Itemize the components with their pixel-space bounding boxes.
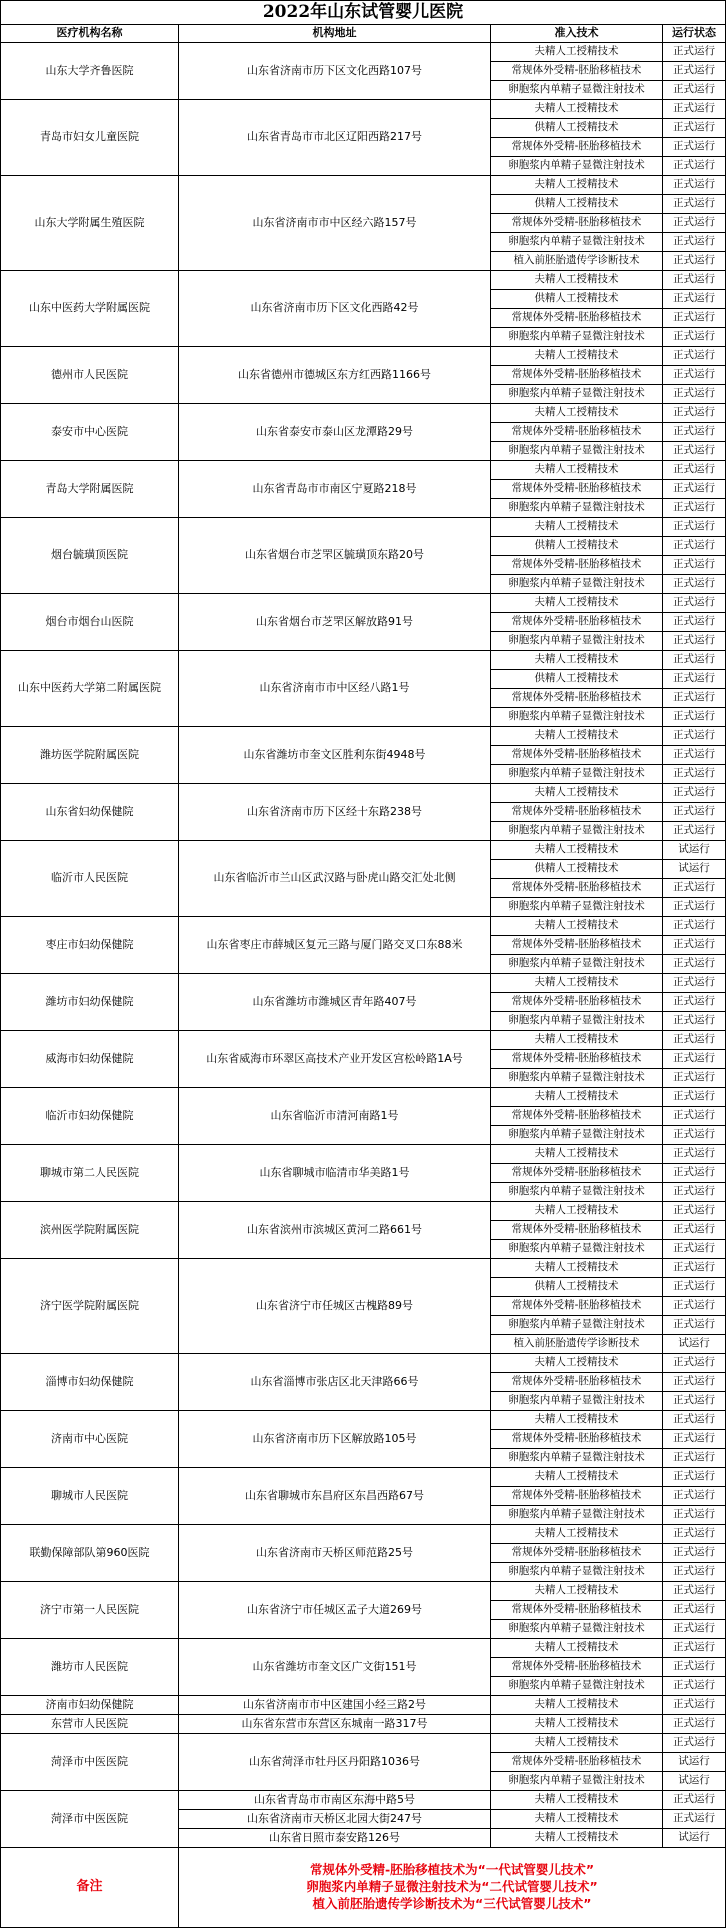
hospital-address: 山东省济宁市任城区孟子大道269号 — [179, 1582, 491, 1639]
hospital-name: 聊城市第二人民医院 — [1, 1145, 179, 1202]
status-cell: 正式运行 — [663, 746, 726, 765]
table-row — [1, 176, 726, 195]
hospital-name: 潍坊市妇幼保健院 — [1, 974, 179, 1031]
table-row — [1, 1411, 726, 1430]
tech-cell: 夫精人工授精技术 — [491, 518, 663, 537]
tech-cell: 卵胞浆内单精子显微注射技术 — [491, 499, 663, 518]
table-row — [1, 43, 726, 62]
tech-cell: 夫精人工授精技术 — [491, 1145, 663, 1164]
tech-cell: 夫精人工授精技术 — [491, 784, 663, 803]
tech-cell: 卵胞浆内单精子显微注射技术 — [491, 1126, 663, 1145]
hospital-name: 枣庄市妇幼保健院 — [1, 917, 179, 974]
status-cell: 正式运行 — [663, 879, 726, 898]
table-row — [1, 1031, 726, 1050]
tech-cell: 常规体外受精-胚胎移植技术 — [491, 1430, 663, 1449]
tech-cell: 常规体外受精-胚胎移植技术 — [491, 1164, 663, 1183]
table-row — [1, 1734, 726, 1753]
table-row — [1, 1202, 726, 1221]
tech-cell: 常规体外受精-胚胎移植技术 — [491, 879, 663, 898]
tech-cell: 夫精人工授精技术 — [491, 1715, 663, 1734]
status-cell: 正式运行 — [663, 993, 726, 1012]
status-cell: 正式运行 — [663, 518, 726, 537]
hospital-name: 威海市妇幼保健院 — [1, 1031, 179, 1088]
tech-cell: 卵胞浆内单精子显微注射技术 — [491, 81, 663, 100]
tech-cell: 卵胞浆内单精子显微注射技术 — [491, 1240, 663, 1259]
tech-cell: 常规体外受精-胚胎移植技术 — [491, 1544, 663, 1563]
status-cell: 正式运行 — [663, 347, 726, 366]
hospital-name: 济南市妇幼保健院 — [1, 1696, 179, 1715]
tech-cell: 夫精人工授精技术 — [491, 404, 663, 423]
status-cell: 正式运行 — [663, 233, 726, 252]
tech-cell: 供精人工授精技术 — [491, 670, 663, 689]
hospital-name: 烟台市烟台山医院 — [1, 594, 179, 651]
hospital-name: 山东大学齐鲁医院 — [1, 43, 179, 100]
status-cell: 正式运行 — [663, 632, 726, 651]
hospital-address: 山东省泰安市泰山区龙潭路29号 — [179, 404, 491, 461]
table-row — [1, 404, 726, 423]
tech-cell: 植入前胚胎遗传学诊断技术 — [491, 252, 663, 271]
tech-cell: 夫精人工授精技术 — [491, 1354, 663, 1373]
hospital-name: 山东中医药大学第二附属医院 — [1, 651, 179, 727]
hospital-address: 山东省济南市历下区文化西路42号 — [179, 271, 491, 347]
tech-cell: 卵胞浆内单精子显微注射技术 — [491, 1069, 663, 1088]
title-row — [1, 1, 726, 25]
status-cell: 正式运行 — [663, 1145, 726, 1164]
status-cell: 正式运行 — [663, 252, 726, 271]
tech-cell: 常规体外受精-胚胎移植技术 — [491, 1487, 663, 1506]
status-cell: 正式运行 — [663, 214, 726, 233]
status-cell: 正式运行 — [663, 803, 726, 822]
hospital-address: 山东省德州市德城区东方红西路1166号 — [179, 347, 491, 404]
status-cell: 正式运行 — [663, 1088, 726, 1107]
status-cell: 正式运行 — [663, 1563, 726, 1582]
tech-cell: 常规体外受精-胚胎移植技术 — [491, 993, 663, 1012]
tech-cell: 卵胞浆内单精子显微注射技术 — [491, 822, 663, 841]
hospital-name: 滨州医学院附属医院 — [1, 1202, 179, 1259]
status-cell: 正式运行 — [663, 898, 726, 917]
tech-cell: 常规体外受精-胚胎移植技术 — [491, 423, 663, 442]
table-row — [1, 727, 726, 746]
tech-cell: 卵胞浆内单精子显微注射技术 — [491, 575, 663, 594]
table-row — [1, 841, 726, 860]
status-cell: 正式运行 — [663, 366, 726, 385]
note-label: 备注 — [1, 1848, 179, 1928]
hospital-address: 山东省烟台市芝罘区毓璜顶东路20号 — [179, 518, 491, 594]
tech-cell: 夫精人工授精技术 — [491, 1468, 663, 1487]
status-cell: 正式运行 — [663, 1031, 726, 1050]
tech-cell: 夫精人工授精技术 — [491, 1582, 663, 1601]
tech-cell: 夫精人工授精技术 — [491, 1088, 663, 1107]
status-cell: 正式运行 — [663, 613, 726, 632]
status-cell: 正式运行 — [663, 43, 726, 62]
hospital-address: 山东省济南市市中区经八路1号 — [179, 651, 491, 727]
tech-cell: 夫精人工授精技术 — [491, 1411, 663, 1430]
status-cell: 正式运行 — [663, 537, 726, 556]
status-cell: 正式运行 — [663, 1734, 726, 1753]
note-line: 常规体外受精-胚胎移植技术为“一代试管婴儿技术” — [309, 1862, 595, 1878]
status-cell: 试运行 — [663, 1335, 726, 1354]
tech-cell: 夫精人工授精技术 — [491, 1829, 663, 1848]
tech-cell: 卵胞浆内单精子显微注射技术 — [491, 328, 663, 347]
table-row — [1, 1354, 726, 1373]
status-cell: 正式运行 — [663, 1373, 726, 1392]
hospital-name: 济宁医学院附属医院 — [1, 1259, 179, 1354]
hospital-address: 山东省潍坊市奎文区广文街151号 — [179, 1639, 491, 1696]
status-cell: 正式运行 — [663, 138, 726, 157]
status-cell: 正式运行 — [663, 1259, 726, 1278]
table-row — [1, 917, 726, 936]
table-row — [1, 1696, 726, 1715]
status-cell: 正式运行 — [663, 1240, 726, 1259]
status-cell: 正式运行 — [663, 822, 726, 841]
header-tech: 准入技术 — [491, 25, 663, 43]
hospital-address: 山东省济南市历下区文化西路107号 — [179, 43, 491, 100]
hospital-name: 淄博市妇幼保健院 — [1, 1354, 179, 1411]
tech-cell: 常规体外受精-胚胎移植技术 — [491, 936, 663, 955]
status-cell: 正式运行 — [663, 1582, 726, 1601]
tech-cell: 夫精人工授精技术 — [491, 461, 663, 480]
status-cell: 正式运行 — [663, 385, 726, 404]
status-cell: 正式运行 — [663, 328, 726, 347]
hospital-name: 联勤保障部队第960医院 — [1, 1525, 179, 1582]
status-cell: 正式运行 — [663, 290, 726, 309]
status-cell: 正式运行 — [663, 765, 726, 784]
tech-cell: 夫精人工授精技术 — [491, 1810, 663, 1829]
status-cell: 正式运行 — [663, 271, 726, 290]
status-cell: 正式运行 — [663, 176, 726, 195]
tech-cell: 植入前胚胎遗传学诊断技术 — [491, 1335, 663, 1354]
tech-cell: 常规体外受精-胚胎移植技术 — [491, 1373, 663, 1392]
status-cell: 正式运行 — [663, 651, 726, 670]
hospital-name: 菏泽市中医医院 — [1, 1791, 179, 1848]
status-cell: 正式运行 — [663, 119, 726, 138]
hospital-address: 山东省潍坊市奎文区胜利东街4948号 — [179, 727, 491, 784]
tech-cell: 夫精人工授精技术 — [491, 1734, 663, 1753]
table-row — [1, 651, 726, 670]
tech-cell: 卵胞浆内单精子显微注射技术 — [491, 898, 663, 917]
hospital-name: 潍坊医学院附属医院 — [1, 727, 179, 784]
status-cell: 正式运行 — [663, 1354, 726, 1373]
hospital-name: 济南市中心医院 — [1, 1411, 179, 1468]
tech-cell: 供精人工授精技术 — [491, 195, 663, 214]
tech-cell: 常规体外受精-胚胎移植技术 — [491, 689, 663, 708]
tech-cell: 夫精人工授精技术 — [491, 727, 663, 746]
status-cell: 正式运行 — [663, 1544, 726, 1563]
tech-cell: 夫精人工授精技术 — [491, 176, 663, 195]
hospital-address: 山东省枣庄市薛城区复元三路与厦门路交叉口东88米 — [179, 917, 491, 974]
hospital-address: 山东省济南市天桥区师范路25号 — [179, 1525, 491, 1582]
status-cell: 正式运行 — [663, 1791, 726, 1810]
hospital-name: 聊城市人民医院 — [1, 1468, 179, 1525]
tech-cell: 卵胞浆内单精子显微注射技术 — [491, 1620, 663, 1639]
status-cell: 正式运行 — [663, 1183, 726, 1202]
hospital-address: 山东省滨州市滨城区黄河二路661号 — [179, 1202, 491, 1259]
tech-cell: 卵胞浆内单精子显微注射技术 — [491, 1563, 663, 1582]
header-address: 机构地址 — [179, 25, 491, 43]
tech-cell: 夫精人工授精技术 — [491, 651, 663, 670]
tech-cell: 卵胞浆内单精子显微注射技术 — [491, 708, 663, 727]
status-cell: 正式运行 — [663, 1658, 726, 1677]
status-cell: 正式运行 — [663, 404, 726, 423]
hospital-name: 东营市人民医院 — [1, 1715, 179, 1734]
status-cell: 正式运行 — [663, 1069, 726, 1088]
status-cell: 正式运行 — [663, 1601, 726, 1620]
tech-cell: 常规体外受精-胚胎移植技术 — [491, 366, 663, 385]
status-cell: 正式运行 — [663, 1715, 726, 1734]
page-title: 2022年山东试管婴儿医院 — [1, 1, 726, 25]
hospital-name: 潍坊市人民医院 — [1, 1639, 179, 1696]
hospital-address: 山东省济宁市任城区古槐路89号 — [179, 1259, 491, 1354]
table-row — [1, 1715, 726, 1734]
tech-cell: 供精人工授精技术 — [491, 290, 663, 309]
tech-cell: 供精人工授精技术 — [491, 537, 663, 556]
status-cell: 正式运行 — [663, 917, 726, 936]
status-cell: 正式运行 — [663, 480, 726, 499]
status-cell: 正式运行 — [663, 499, 726, 518]
table-row — [1, 594, 726, 613]
tech-cell: 常规体外受精-胚胎移植技术 — [491, 803, 663, 822]
hospital-address: 山东省东营市东营区东城南一路317号 — [179, 1715, 491, 1734]
tech-cell: 夫精人工授精技术 — [491, 1202, 663, 1221]
hospital-address: 山东省济南市市中区经六路157号 — [179, 176, 491, 271]
hospital-address: 山东省菏泽市牡丹区丹阳路1036号 — [179, 1734, 491, 1791]
status-cell: 正式运行 — [663, 1202, 726, 1221]
tech-cell: 夫精人工授精技术 — [491, 594, 663, 613]
tech-cell: 夫精人工授精技术 — [491, 1031, 663, 1050]
hospital-name: 济宁市第一人民医院 — [1, 1582, 179, 1639]
status-cell: 正式运行 — [663, 1468, 726, 1487]
hospital-name: 菏泽市中医医院 — [1, 1734, 179, 1791]
status-cell: 正式运行 — [663, 936, 726, 955]
table-row — [1, 1259, 726, 1278]
status-cell: 正式运行 — [663, 727, 726, 746]
tech-cell: 卵胞浆内单精子显微注射技术 — [491, 442, 663, 461]
status-cell: 正式运行 — [663, 575, 726, 594]
tech-cell: 常规体外受精-胚胎移植技术 — [491, 309, 663, 328]
tech-cell: 卵胞浆内单精子显微注射技术 — [491, 385, 663, 404]
status-cell: 正式运行 — [663, 1810, 726, 1829]
status-cell: 试运行 — [663, 841, 726, 860]
hospital-name: 泰安市中心医院 — [1, 404, 179, 461]
hospital-address: 山东省日照市泰安路126号 — [179, 1829, 491, 1848]
tech-cell: 卵胞浆内单精子显微注射技术 — [491, 1677, 663, 1696]
table-row — [1, 347, 726, 366]
hospital-address: 山东省青岛市市南区宁夏路218号 — [179, 461, 491, 518]
tech-cell: 卵胞浆内单精子显微注射技术 — [491, 157, 663, 176]
hospital-address: 山东省临沂市清河南路1号 — [179, 1088, 491, 1145]
table-row — [1, 784, 726, 803]
tech-cell: 常规体外受精-胚胎移植技术 — [491, 1297, 663, 1316]
tech-cell: 供精人工授精技术 — [491, 860, 663, 879]
status-cell: 正式运行 — [663, 81, 726, 100]
status-cell: 正式运行 — [663, 1392, 726, 1411]
status-cell: 正式运行 — [663, 62, 726, 81]
tech-cell: 常规体外受精-胚胎移植技术 — [491, 1107, 663, 1126]
hospital-address: 山东省威海市环翠区高技术产业开发区宫松岭路1A号 — [179, 1031, 491, 1088]
hospital-address: 山东省济南市历下区解放路105号 — [179, 1411, 491, 1468]
table-row — [1, 100, 726, 119]
status-cell: 正式运行 — [663, 1525, 726, 1544]
status-cell: 正式运行 — [663, 442, 726, 461]
status-cell: 正式运行 — [663, 309, 726, 328]
status-cell: 正式运行 — [663, 100, 726, 119]
tech-cell: 常规体外受精-胚胎移植技术 — [491, 556, 663, 575]
tech-cell: 卵胞浆内单精子显微注射技术 — [491, 233, 663, 252]
hospital-address: 山东省淄博市张店区北天津路66号 — [179, 1354, 491, 1411]
status-cell: 试运行 — [663, 860, 726, 879]
hospital-address: 山东省聊城市临清市华美路1号 — [179, 1145, 491, 1202]
tech-cell: 常规体外受精-胚胎移植技术 — [491, 746, 663, 765]
hospital-address: 山东省青岛市市南区东海中路5号 — [179, 1791, 491, 1810]
table-row — [1, 1088, 726, 1107]
tech-cell: 夫精人工授精技术 — [491, 43, 663, 62]
status-cell: 正式运行 — [663, 1221, 726, 1240]
status-cell: 正式运行 — [663, 1297, 726, 1316]
tech-cell: 夫精人工授精技术 — [491, 917, 663, 936]
tech-cell: 常规体外受精-胚胎移植技术 — [491, 1601, 663, 1620]
table-row — [1, 1525, 726, 1544]
hospital-address: 山东省聊城市东昌府区东昌西路67号 — [179, 1468, 491, 1525]
status-cell: 正式运行 — [663, 1506, 726, 1525]
hospital-address: 山东省临沂市兰山区武汉路与卧虎山路交汇处北侧 — [179, 841, 491, 917]
status-cell: 正式运行 — [663, 1639, 726, 1658]
tech-cell: 常规体外受精-胚胎移植技术 — [491, 480, 663, 499]
status-cell: 试运行 — [663, 1829, 726, 1848]
status-cell: 正式运行 — [663, 689, 726, 708]
tech-cell: 常规体外受精-胚胎移植技术 — [491, 613, 663, 632]
table-row — [1, 1145, 726, 1164]
table-row — [1, 271, 726, 290]
hospital-name: 青岛市妇女儿童医院 — [1, 100, 179, 176]
tech-cell: 供精人工授精技术 — [491, 119, 663, 138]
tech-cell: 常规体外受精-胚胎移植技术 — [491, 214, 663, 233]
tech-cell: 夫精人工授精技术 — [491, 1639, 663, 1658]
table-row — [1, 461, 726, 480]
tech-cell: 卵胞浆内单精子显微注射技术 — [491, 1012, 663, 1031]
hospital-name: 烟台毓璜顶医院 — [1, 518, 179, 594]
hospital-name: 山东大学附属生殖医院 — [1, 176, 179, 271]
status-cell: 正式运行 — [663, 423, 726, 442]
status-cell: 正式运行 — [663, 157, 726, 176]
note-row — [1, 1848, 726, 1928]
tech-cell: 夫精人工授精技术 — [491, 271, 663, 290]
table-row — [1, 1639, 726, 1658]
table-row — [1, 974, 726, 993]
table-row — [1, 1468, 726, 1487]
tech-cell: 夫精人工授精技术 — [491, 1525, 663, 1544]
hospital-address: 山东省济南市天桥区北园大街247号 — [179, 1810, 491, 1829]
status-cell: 正式运行 — [663, 1411, 726, 1430]
hospital-address: 山东省烟台市芝罘区解放路91号 — [179, 594, 491, 651]
status-cell: 正式运行 — [663, 784, 726, 803]
header-status: 运行状态 — [663, 25, 726, 43]
tech-cell: 卵胞浆内单精子显微注射技术 — [491, 955, 663, 974]
tech-cell: 夫精人工授精技术 — [491, 347, 663, 366]
tech-cell: 卵胞浆内单精子显微注射技术 — [491, 1183, 663, 1202]
status-cell: 正式运行 — [663, 1449, 726, 1468]
tech-cell: 卵胞浆内单精子显微注射技术 — [491, 1316, 663, 1335]
tech-cell: 卵胞浆内单精子显微注射技术 — [491, 1449, 663, 1468]
tech-cell: 常规体外受精-胚胎移植技术 — [491, 138, 663, 157]
hospital-name: 山东省妇幼保健院 — [1, 784, 179, 841]
hospital-address: 山东省济南市历下区经十东路238号 — [179, 784, 491, 841]
status-cell: 正式运行 — [663, 1012, 726, 1031]
status-cell: 正式运行 — [663, 1126, 726, 1145]
tech-cell: 卵胞浆内单精子显微注射技术 — [491, 765, 663, 784]
tech-cell: 卵胞浆内单精子显微注射技术 — [491, 1772, 663, 1791]
note-line: 植入前胚胎遗传学诊断技术为“三代试管婴儿技术” — [312, 1895, 592, 1911]
tech-cell: 卵胞浆内单精子显微注射技术 — [491, 1506, 663, 1525]
status-cell: 试运行 — [663, 1753, 726, 1772]
hospital-name: 临沂市人民医院 — [1, 841, 179, 917]
hospital-address: 山东省潍坊市潍城区青年路407号 — [179, 974, 491, 1031]
tech-cell: 卵胞浆内单精子显微注射技术 — [491, 1392, 663, 1411]
header-row — [1, 25, 726, 43]
table-body — [1, 43, 726, 1848]
table-row — [1, 518, 726, 537]
status-cell: 正式运行 — [663, 974, 726, 993]
status-cell: 正式运行 — [663, 195, 726, 214]
status-cell: 正式运行 — [663, 1107, 726, 1126]
header-name: 医疗机构名称 — [1, 25, 179, 43]
status-cell: 正式运行 — [663, 1620, 726, 1639]
status-cell: 正式运行 — [663, 1696, 726, 1715]
status-cell: 正式运行 — [663, 1487, 726, 1506]
tech-cell: 常规体外受精-胚胎移植技术 — [491, 1221, 663, 1240]
hospital-name: 临沂市妇幼保健院 — [1, 1088, 179, 1145]
status-cell: 正式运行 — [663, 1278, 726, 1297]
tech-cell: 夫精人工授精技术 — [491, 100, 663, 119]
tech-cell: 卵胞浆内单精子显微注射技术 — [491, 632, 663, 651]
status-cell: 正式运行 — [663, 1164, 726, 1183]
note-text — [179, 1848, 726, 1928]
tech-cell: 常规体外受精-胚胎移植技术 — [491, 1658, 663, 1677]
status-cell: 正式运行 — [663, 1316, 726, 1335]
status-cell: 正式运行 — [663, 556, 726, 575]
tech-cell: 常规体外受精-胚胎移植技术 — [491, 1050, 663, 1069]
tech-cell: 夫精人工授精技术 — [491, 1259, 663, 1278]
status-cell: 正式运行 — [663, 708, 726, 727]
note-line: 卵胞浆内单精子显微注射技术为“二代试管婴儿技术” — [306, 1879, 598, 1895]
status-cell: 正式运行 — [663, 1050, 726, 1069]
status-cell: 正式运行 — [663, 955, 726, 974]
tech-cell: 常规体外受精-胚胎移植技术 — [491, 1753, 663, 1772]
status-cell: 正式运行 — [663, 461, 726, 480]
status-cell: 试运行 — [663, 1772, 726, 1791]
status-cell: 正式运行 — [663, 1430, 726, 1449]
status-cell: 正式运行 — [663, 670, 726, 689]
table-row — [1, 1582, 726, 1601]
hospital-address: 山东省济南市市中区建国小经三路2号 — [179, 1696, 491, 1715]
table-row — [1, 1791, 726, 1810]
status-cell: 正式运行 — [663, 594, 726, 613]
hospital-name: 青岛大学附属医院 — [1, 461, 179, 518]
status-cell: 正式运行 — [663, 1677, 726, 1696]
hospital-name: 德州市人民医院 — [1, 347, 179, 404]
hospital-name: 山东中医药大学附属医院 — [1, 271, 179, 347]
tech-cell: 夫精人工授精技术 — [491, 1791, 663, 1810]
tech-cell: 夫精人工授精技术 — [491, 1696, 663, 1715]
tech-cell: 供精人工授精技术 — [491, 1278, 663, 1297]
hospital-address: 山东省青岛市市北区辽阳西路217号 — [179, 100, 491, 176]
tech-cell: 夫精人工授精技术 — [491, 974, 663, 993]
tech-cell: 夫精人工授精技术 — [491, 841, 663, 860]
tech-cell: 常规体外受精-胚胎移植技术 — [491, 62, 663, 81]
